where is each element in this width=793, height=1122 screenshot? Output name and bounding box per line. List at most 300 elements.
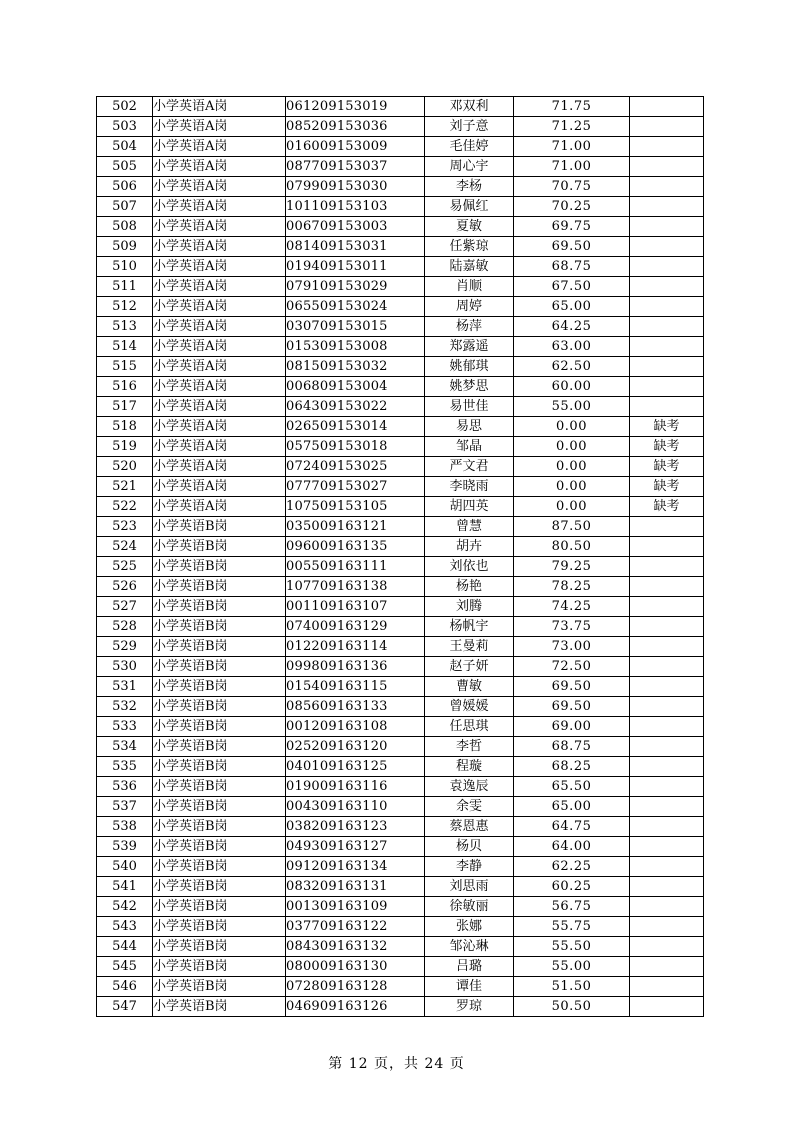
row-number-cell: 510 — [97, 257, 153, 277]
remark-cell — [630, 617, 704, 637]
table-row — [97, 497, 704, 517]
remark-cell — [630, 837, 704, 857]
remark-cell — [630, 777, 704, 797]
position-cell: 小学英语B岗 — [153, 937, 286, 957]
exam-id-cell: 107709163138 — [286, 577, 425, 597]
position-cell: 小学英语B岗 — [153, 757, 286, 777]
table-row — [97, 537, 704, 557]
exam-id-cell: 006709153003 — [286, 217, 425, 237]
score-cell: 69.50 — [514, 237, 630, 257]
remark-cell: 缺考 — [630, 497, 704, 517]
position-cell: 小学英语A岗 — [153, 197, 286, 217]
score-table — [96, 96, 704, 1017]
remark-cell — [630, 657, 704, 677]
exam-id-cell: 046909163126 — [286, 997, 425, 1017]
row-number-cell: 507 — [97, 197, 153, 217]
remark-cell — [630, 257, 704, 277]
score-cell: 71.75 — [514, 97, 630, 117]
score-cell: 73.75 — [514, 617, 630, 637]
row-number-cell: 528 — [97, 617, 153, 637]
remark-cell — [630, 117, 704, 137]
page-number-footer: 第 12 页，共 24 页 — [328, 1056, 465, 1072]
position-cell: 小学英语A岗 — [153, 477, 286, 497]
candidate-name-cell: 郑露遥 — [425, 337, 514, 357]
position-cell: 小学英语A岗 — [153, 377, 286, 397]
exam-id-cell: 077709153027 — [286, 477, 425, 497]
remark-cell — [630, 697, 704, 717]
table-row — [97, 397, 704, 417]
row-number-cell: 530 — [97, 657, 153, 677]
row-number-cell: 543 — [97, 917, 153, 937]
score-cell: 71.00 — [514, 157, 630, 177]
remark-cell — [630, 817, 704, 837]
score-cell: 68.75 — [514, 257, 630, 277]
remark-cell — [630, 357, 704, 377]
remark-cell — [630, 677, 704, 697]
candidate-name-cell: 李杨 — [425, 177, 514, 197]
remark-cell: 缺考 — [630, 417, 704, 437]
candidate-name-cell: 胡卉 — [425, 537, 514, 557]
candidate-name-cell: 刘思雨 — [425, 877, 514, 897]
candidate-name-cell: 程璇 — [425, 757, 514, 777]
score-cell: 56.75 — [514, 897, 630, 917]
exam-id-cell: 004309163110 — [286, 797, 425, 817]
candidate-name-cell: 杨贝 — [425, 837, 514, 857]
row-number-cell: 536 — [97, 777, 153, 797]
candidate-name-cell: 任思琪 — [425, 717, 514, 737]
candidate-name-cell: 肖顺 — [425, 277, 514, 297]
row-number-cell: 506 — [97, 177, 153, 197]
table-row — [97, 977, 704, 997]
score-cell: 69.75 — [514, 217, 630, 237]
exam-id-cell: 079909153030 — [286, 177, 425, 197]
table-row — [97, 557, 704, 577]
row-number-cell: 545 — [97, 957, 153, 977]
position-cell: 小学英语B岗 — [153, 917, 286, 937]
row-number-cell: 511 — [97, 277, 153, 297]
candidate-name-cell: 杨艳 — [425, 577, 514, 597]
row-number-cell: 515 — [97, 357, 153, 377]
candidate-name-cell: 赵子妍 — [425, 657, 514, 677]
row-number-cell: 547 — [97, 997, 153, 1017]
score-cell: 74.25 — [514, 597, 630, 617]
score-cell: 55.00 — [514, 397, 630, 417]
row-number-cell: 535 — [97, 757, 153, 777]
table-row — [97, 357, 704, 377]
table-row — [97, 697, 704, 717]
position-cell: 小学英语B岗 — [153, 837, 286, 857]
table-row — [97, 337, 704, 357]
exam-id-cell: 015309153008 — [286, 337, 425, 357]
score-cell: 72.50 — [514, 657, 630, 677]
score-cell: 0.00 — [514, 457, 630, 477]
candidate-name-cell: 张娜 — [425, 917, 514, 937]
position-cell: 小学英语B岗 — [153, 617, 286, 637]
exam-id-cell: 084309163132 — [286, 937, 425, 957]
position-cell: 小学英语B岗 — [153, 777, 286, 797]
score-cell: 64.25 — [514, 317, 630, 337]
remark-cell — [630, 957, 704, 977]
candidate-name-cell: 严文君 — [425, 457, 514, 477]
row-number-cell: 518 — [97, 417, 153, 437]
position-cell: 小学英语B岗 — [153, 877, 286, 897]
position-cell: 小学英语A岗 — [153, 337, 286, 357]
exam-id-cell: 037709163122 — [286, 917, 425, 937]
score-cell: 78.25 — [514, 577, 630, 597]
candidate-name-cell: 姚郁琪 — [425, 357, 514, 377]
table-row — [97, 717, 704, 737]
candidate-name-cell: 谭佳 — [425, 977, 514, 997]
row-number-cell: 531 — [97, 677, 153, 697]
score-cell: 0.00 — [514, 437, 630, 457]
exam-id-cell: 083209163131 — [286, 877, 425, 897]
table-row — [97, 477, 704, 497]
table-row — [97, 177, 704, 197]
position-cell: 小学英语A岗 — [153, 157, 286, 177]
remark-cell: 缺考 — [630, 457, 704, 477]
remark-cell — [630, 737, 704, 757]
candidate-name-cell: 王曼莉 — [425, 637, 514, 657]
remark-cell — [630, 177, 704, 197]
table-row — [97, 657, 704, 677]
candidate-name-cell: 李哲 — [425, 737, 514, 757]
remark-cell — [630, 717, 704, 737]
candidate-name-cell: 曹敏 — [425, 677, 514, 697]
score-cell: 64.00 — [514, 837, 630, 857]
exam-id-cell: 081409153031 — [286, 237, 425, 257]
exam-id-cell: 019009163116 — [286, 777, 425, 797]
position-cell: 小学英语B岗 — [153, 977, 286, 997]
table-row — [97, 897, 704, 917]
row-number-cell: 537 — [97, 797, 153, 817]
score-cell: 0.00 — [514, 477, 630, 497]
candidate-name-cell: 任紫琼 — [425, 237, 514, 257]
score-cell: 69.00 — [514, 717, 630, 737]
candidate-name-cell: 周婷 — [425, 297, 514, 317]
exam-id-cell: 065509153024 — [286, 297, 425, 317]
candidate-name-cell: 易佩红 — [425, 197, 514, 217]
position-cell: 小学英语B岗 — [153, 897, 286, 917]
candidate-name-cell: 陆嘉敏 — [425, 257, 514, 277]
table-row — [97, 877, 704, 897]
position-cell: 小学英语B岗 — [153, 857, 286, 877]
exam-id-cell: 001209163108 — [286, 717, 425, 737]
position-cell: 小学英语A岗 — [153, 237, 286, 257]
position-cell: 小学英语A岗 — [153, 217, 286, 237]
score-cell: 62.25 — [514, 857, 630, 877]
remark-cell — [630, 397, 704, 417]
table-row — [97, 257, 704, 277]
remark-cell — [630, 277, 704, 297]
exam-id-cell: 099809163136 — [286, 657, 425, 677]
position-cell: 小学英语A岗 — [153, 297, 286, 317]
table-row — [97, 457, 704, 477]
exam-id-cell: 080009163130 — [286, 957, 425, 977]
score-cell: 51.50 — [514, 977, 630, 997]
table-row — [97, 437, 704, 457]
remark-cell — [630, 137, 704, 157]
score-cell: 68.75 — [514, 737, 630, 757]
exam-id-cell: 040109163125 — [286, 757, 425, 777]
position-cell: 小学英语A岗 — [153, 117, 286, 137]
row-number-cell: 519 — [97, 437, 153, 457]
score-cell: 70.25 — [514, 197, 630, 217]
table-row — [97, 157, 704, 177]
table-row — [97, 277, 704, 297]
row-number-cell: 538 — [97, 817, 153, 837]
remark-cell — [630, 797, 704, 817]
score-cell: 60.25 — [514, 877, 630, 897]
remark-cell — [630, 557, 704, 577]
exam-id-cell: 107509153105 — [286, 497, 425, 517]
row-number-cell: 512 — [97, 297, 153, 317]
remark-cell — [630, 197, 704, 217]
position-cell: 小学英语B岗 — [153, 737, 286, 757]
position-cell: 小学英语B岗 — [153, 517, 286, 537]
score-cell: 71.25 — [514, 117, 630, 137]
table-row — [97, 837, 704, 857]
table-row — [97, 417, 704, 437]
exam-id-cell: 005509163111 — [286, 557, 425, 577]
candidate-name-cell: 易世佳 — [425, 397, 514, 417]
position-cell: 小学英语A岗 — [153, 497, 286, 517]
table-row — [97, 197, 704, 217]
remark-cell — [630, 297, 704, 317]
table-row — [97, 677, 704, 697]
position-cell: 小学英语B岗 — [153, 997, 286, 1017]
score-cell: 69.50 — [514, 677, 630, 697]
exam-id-cell: 057509153018 — [286, 437, 425, 457]
row-number-cell: 503 — [97, 117, 153, 137]
position-cell: 小学英语B岗 — [153, 597, 286, 617]
exam-id-cell: 019409153011 — [286, 257, 425, 277]
score-cell: 70.75 — [514, 177, 630, 197]
candidate-name-cell: 余雯 — [425, 797, 514, 817]
score-cell: 55.75 — [514, 917, 630, 937]
table-row — [97, 777, 704, 797]
row-number-cell: 539 — [97, 837, 153, 857]
table-row — [97, 757, 704, 777]
candidate-name-cell: 胡四英 — [425, 497, 514, 517]
exam-id-cell: 101109153103 — [286, 197, 425, 217]
exam-id-cell: 091209163134 — [286, 857, 425, 877]
table-row — [97, 857, 704, 877]
remark-cell — [630, 917, 704, 937]
row-number-cell: 525 — [97, 557, 153, 577]
table-row — [97, 737, 704, 757]
candidate-name-cell: 邹晶 — [425, 437, 514, 457]
position-cell: 小学英语A岗 — [153, 177, 286, 197]
score-cell: 64.75 — [514, 817, 630, 837]
exam-id-cell: 079109153029 — [286, 277, 425, 297]
row-number-cell: 502 — [97, 97, 153, 117]
position-cell: 小学英语B岗 — [153, 677, 286, 697]
score-cell: 0.00 — [514, 497, 630, 517]
row-number-cell: 521 — [97, 477, 153, 497]
score-cell: 65.50 — [514, 777, 630, 797]
position-cell: 小学英语A岗 — [153, 357, 286, 377]
score-cell: 69.50 — [514, 697, 630, 717]
row-number-cell: 526 — [97, 577, 153, 597]
remark-cell — [630, 597, 704, 617]
table-row — [97, 237, 704, 257]
exam-id-cell: 081509153032 — [286, 357, 425, 377]
score-table-body — [97, 97, 704, 1017]
exam-id-cell: 015409163115 — [286, 677, 425, 697]
row-number-cell: 517 — [97, 397, 153, 417]
row-number-cell: 544 — [97, 937, 153, 957]
position-cell: 小学英语B岗 — [153, 577, 286, 597]
score-cell: 50.50 — [514, 997, 630, 1017]
score-cell: 71.00 — [514, 137, 630, 157]
row-number-cell: 524 — [97, 537, 153, 557]
score-cell: 65.00 — [514, 297, 630, 317]
position-cell: 小学英语B岗 — [153, 557, 286, 577]
score-cell: 79.25 — [514, 557, 630, 577]
remark-cell — [630, 757, 704, 777]
exam-id-cell: 012209163114 — [286, 637, 425, 657]
remark-cell — [630, 237, 704, 257]
score-cell: 67.50 — [514, 277, 630, 297]
table-row — [97, 817, 704, 837]
candidate-name-cell: 姚梦思 — [425, 377, 514, 397]
table-row — [97, 97, 704, 117]
row-number-cell: 523 — [97, 517, 153, 537]
row-number-cell: 513 — [97, 317, 153, 337]
table-row — [97, 117, 704, 137]
table-row — [97, 137, 704, 157]
exam-id-cell: 035009163121 — [286, 517, 425, 537]
remark-cell: 缺考 — [630, 477, 704, 497]
exam-id-cell: 085609163133 — [286, 697, 425, 717]
remark-cell — [630, 857, 704, 877]
candidate-name-cell: 易思 — [425, 417, 514, 437]
position-cell: 小学英语A岗 — [153, 257, 286, 277]
row-number-cell: 520 — [97, 457, 153, 477]
exam-id-cell: 001309163109 — [286, 897, 425, 917]
table-row — [97, 617, 704, 637]
exam-id-cell: 072409153025 — [286, 457, 425, 477]
table-row — [97, 577, 704, 597]
table-row — [97, 517, 704, 537]
row-number-cell: 533 — [97, 717, 153, 737]
remark-cell — [630, 157, 704, 177]
candidate-name-cell: 刘子意 — [425, 117, 514, 137]
position-cell: 小学英语A岗 — [153, 417, 286, 437]
row-number-cell: 504 — [97, 137, 153, 157]
table-row — [97, 917, 704, 937]
position-cell: 小学英语B岗 — [153, 537, 286, 557]
table-row — [97, 957, 704, 977]
score-cell: 87.50 — [514, 517, 630, 537]
row-number-cell: 514 — [97, 337, 153, 357]
candidate-name-cell: 袁逸辰 — [425, 777, 514, 797]
score-cell: 60.00 — [514, 377, 630, 397]
exam-id-cell: 016009153009 — [286, 137, 425, 157]
table-row — [97, 217, 704, 237]
position-cell: 小学英语B岗 — [153, 657, 286, 677]
remark-cell — [630, 377, 704, 397]
candidate-name-cell: 周心宇 — [425, 157, 514, 177]
score-cell: 80.50 — [514, 537, 630, 557]
exam-id-cell: 064309153022 — [286, 397, 425, 417]
score-cell: 68.25 — [514, 757, 630, 777]
position-cell: 小学英语B岗 — [153, 697, 286, 717]
row-number-cell: 529 — [97, 637, 153, 657]
row-number-cell: 509 — [97, 237, 153, 257]
row-number-cell: 516 — [97, 377, 153, 397]
exam-id-cell: 087709153037 — [286, 157, 425, 177]
candidate-name-cell: 杨萍 — [425, 317, 514, 337]
table-row — [97, 997, 704, 1017]
remark-cell — [630, 997, 704, 1017]
row-number-cell: 546 — [97, 977, 153, 997]
row-number-cell: 542 — [97, 897, 153, 917]
row-number-cell: 522 — [97, 497, 153, 517]
exam-id-cell: 006809153004 — [286, 377, 425, 397]
table-row — [97, 797, 704, 817]
row-number-cell: 508 — [97, 217, 153, 237]
row-number-cell: 505 — [97, 157, 153, 177]
candidate-name-cell: 刘依也 — [425, 557, 514, 577]
table-row — [97, 637, 704, 657]
remark-cell — [630, 577, 704, 597]
exam-id-cell: 074009163129 — [286, 617, 425, 637]
remark-cell — [630, 977, 704, 997]
remark-cell — [630, 317, 704, 337]
exam-id-cell: 049309163127 — [286, 837, 425, 857]
exam-id-cell: 085209153036 — [286, 117, 425, 137]
table-row — [97, 297, 704, 317]
remark-cell — [630, 537, 704, 557]
candidate-name-cell: 邓双利 — [425, 97, 514, 117]
position-cell: 小学英语A岗 — [153, 277, 286, 297]
remark-cell — [630, 217, 704, 237]
candidate-name-cell: 徐敏丽 — [425, 897, 514, 917]
score-cell: 63.00 — [514, 337, 630, 357]
remark-cell — [630, 517, 704, 537]
score-cell: 65.00 — [514, 797, 630, 817]
row-number-cell: 532 — [97, 697, 153, 717]
position-cell: 小学英语A岗 — [153, 457, 286, 477]
row-number-cell: 540 — [97, 857, 153, 877]
exam-id-cell: 038209163123 — [286, 817, 425, 837]
exam-id-cell: 025209163120 — [286, 737, 425, 757]
candidate-name-cell: 李静 — [425, 857, 514, 877]
remark-cell — [630, 97, 704, 117]
exam-id-cell: 030709153015 — [286, 317, 425, 337]
exam-id-cell: 061209153019 — [286, 97, 425, 117]
position-cell: 小学英语B岗 — [153, 717, 286, 737]
remark-cell — [630, 937, 704, 957]
candidate-name-cell: 李晓雨 — [425, 477, 514, 497]
position-cell: 小学英语A岗 — [153, 437, 286, 457]
remark-cell — [630, 897, 704, 917]
score-cell: 55.50 — [514, 937, 630, 957]
remark-cell — [630, 637, 704, 657]
position-cell: 小学英语B岗 — [153, 957, 286, 977]
exam-id-cell: 001109163107 — [286, 597, 425, 617]
candidate-name-cell: 毛佳婷 — [425, 137, 514, 157]
remark-cell — [630, 877, 704, 897]
exam-id-cell: 026509153014 — [286, 417, 425, 437]
position-cell: 小学英语A岗 — [153, 397, 286, 417]
exam-id-cell: 096009163135 — [286, 537, 425, 557]
row-number-cell: 534 — [97, 737, 153, 757]
table-row — [97, 597, 704, 617]
table-row — [97, 317, 704, 337]
candidate-name-cell: 刘腾 — [425, 597, 514, 617]
